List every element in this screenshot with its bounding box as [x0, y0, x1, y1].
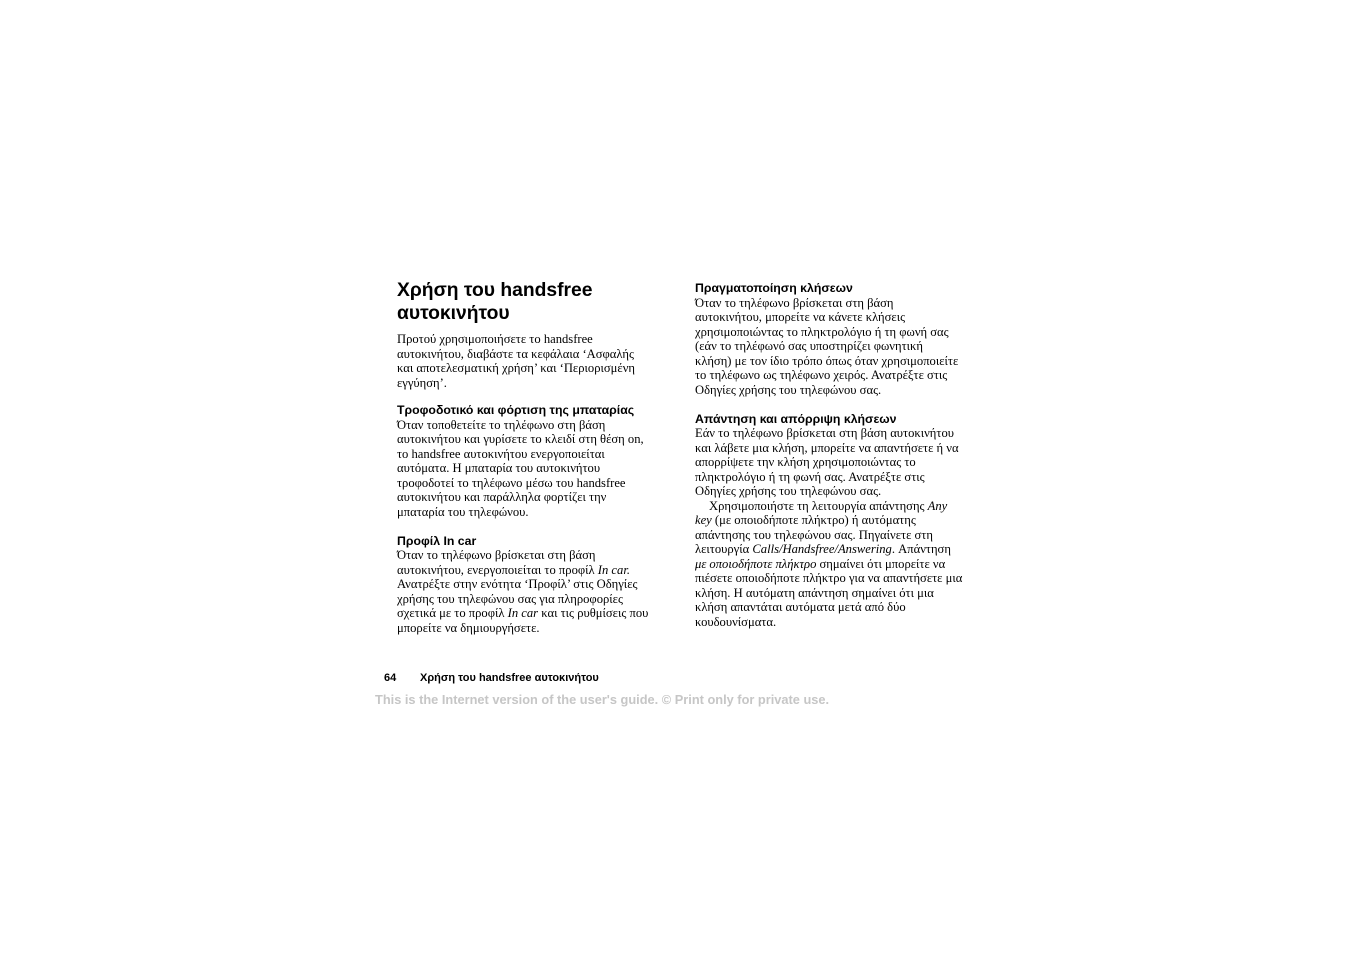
section-in-car-profile	[397, 534, 667, 636]
italic-term: In car	[507, 606, 539, 620]
text-line: αυτόματα. Η μπαταρία του αυτοκινήτου	[397, 461, 601, 475]
section-making-calls	[695, 281, 980, 397]
text-line	[695, 542, 980, 557]
text-line: Εάν το τηλέφωνο βρίσκεται στη βάση αυτοκινήτου	[695, 426, 954, 440]
text-line: πληκτρολόγιο ή τη φωνή σας. Ανατρέξτε στις	[695, 469, 925, 484]
text-line: κλήση απαντάται αυτόματα μετά από δύο	[695, 600, 906, 614]
section-paragraph-indented	[695, 499, 980, 630]
section-paragraph	[695, 296, 980, 398]
text-line: Όταν το τηλέφωνο βρίσκεται στη βάση	[695, 295, 894, 310]
section-heading: Πραγματοποίηση κλήσεων	[695, 281, 853, 295]
text-line: απάντησης του τηλεφώνου σας. Πηγαίνετε στη	[695, 527, 933, 542]
section-power-charging	[397, 403, 667, 519]
section-heading: Προφίλ In car	[397, 533, 477, 548]
italic-term: με οποιοδήποτε πλήκτρο	[695, 556, 817, 571]
text-line: αυτοκινήτου, μπορείτε να κάνετε κλήσεις	[695, 310, 906, 324]
italic-term: key	[695, 513, 712, 527]
text-line: αυτοκινήτου και γυρίσετε το κλειδί στη θέση on,	[397, 432, 644, 446]
text-run: λειτουργία	[695, 542, 753, 556]
text-line: το τηλέφωνο ως τηλέφωνο χειρός. Ανατρέξτε στις	[695, 368, 948, 382]
text-line	[397, 606, 667, 621]
text-line: τροφοδοτεί το τηλέφωνο μέσω του handsfree	[397, 475, 626, 490]
text-line: αυτοκινήτου, διαβάστε τα κεφάλαια ‘Ασφαλής	[397, 346, 634, 361]
right-column	[695, 281, 980, 629]
left-column	[397, 279, 667, 635]
italic-term: In car.	[597, 562, 630, 577]
text-line: το handsfree αυτοκινήτου ενεργοποιείται	[397, 446, 605, 461]
watermark-notice: This is the Internet version of the user's guide. © Print only for private use.	[375, 692, 830, 707]
text-run: (με οποιοδήποτε πλήκτρο) ή αυτόματης	[711, 513, 916, 527]
text-line: Οδηγίες χρήσης του τηλεφώνου σας.	[695, 484, 882, 498]
text-line	[397, 563, 667, 578]
text-line: εγγύηση’.	[397, 375, 447, 390]
text-line: κλήση) με τον ίδιο τρόπο όπως όταν χρησιμοποιείτε	[695, 353, 959, 368]
text-line: και λάβετε μια κλήση, μπορείτε να απαντήσετε ή να	[695, 440, 959, 455]
text-line: μπαταρία του τηλεφώνου.	[397, 504, 529, 519]
intro-paragraph	[397, 332, 667, 390]
text-line: Όταν το τηλέφωνο βρίσκεται στη βάση	[397, 548, 596, 562]
text-run: σχετικά με το προφίλ	[397, 606, 508, 620]
section-paragraph	[397, 548, 667, 635]
section-paragraph	[397, 418, 667, 520]
text-run: και τις ρυθμίσεις που	[538, 606, 649, 620]
text-line: αυτοκινήτου και παράλληλα φορτίζει την	[397, 490, 607, 504]
text-line: Προτού χρησιμοποιήσετε το handsfree	[397, 332, 593, 346]
text-line: Όταν τοποθετείτε το τηλέφωνο στη βάση	[397, 417, 606, 432]
text-run: αυτοκινήτου, ενεργοποιείται το προφίλ	[397, 562, 598, 577]
text-line: Οδηγίες χρήσης του τηλεφώνου σας.	[695, 382, 882, 397]
page-title	[397, 279, 667, 325]
section-heading: Απάντηση και απόρριψη κλήσεων	[695, 411, 897, 426]
text-line: απορρίψετε την κλήση χρησιμοποιώντας το	[695, 455, 916, 469]
section-heading: Τροφοδοτικό και φόρτιση της μπαταρίας	[397, 403, 635, 417]
text-line	[695, 513, 980, 528]
text-line	[695, 557, 980, 572]
page-title-line: αυτοκινήτου	[397, 303, 510, 324]
text-line: πιέσετε οποιοδήποτε πλήκτρο για να απαντήσετε μια	[695, 571, 963, 585]
text-line: χρήσης του τηλεφώνου σας για πληροφορίες	[397, 591, 623, 606]
text-line: κουδουνίσματα.	[695, 614, 777, 629]
text-line: μπορείτε να δημιουργήσετε.	[397, 620, 540, 635]
italic-term: Calls/Handsfree/Answering	[752, 542, 892, 556]
text-line: και αποτελεσματική χρήση’ και ‘Περιορισμένη	[397, 361, 635, 375]
section-answer-reject-calls	[695, 412, 980, 630]
section-paragraph	[695, 426, 980, 499]
text-run: σημαίνει ότι μπορείτε να	[816, 556, 946, 571]
text-line	[695, 499, 980, 514]
page-number: 64	[384, 672, 397, 684]
running-footer-title: Χρήση του handsfree αυτοκινήτου	[420, 672, 599, 684]
italic-term: Any	[927, 498, 948, 513]
text-line: Ανατρέξτε στην ενότητα ‘Προφίλ’ στις Οδηγίες	[397, 577, 638, 591]
text-run: Χρησιμοποιήστε τη λειτουργία απάντησης	[709, 498, 928, 513]
text-line: (εάν το τηλέφωνό σας υποστηρίζει φωνητική	[695, 339, 923, 353]
text-line: χρησιμοποιώντας το πληκτρολόγιο ή τη φωνή σας	[695, 324, 949, 339]
page-title-line: Χρήση του handsfree	[397, 280, 593, 301]
text-run: . Απάντηση	[891, 542, 951, 556]
text-line: κλήση. Η αυτόματη απάντηση σημαίνει ότι μια	[695, 585, 934, 600]
